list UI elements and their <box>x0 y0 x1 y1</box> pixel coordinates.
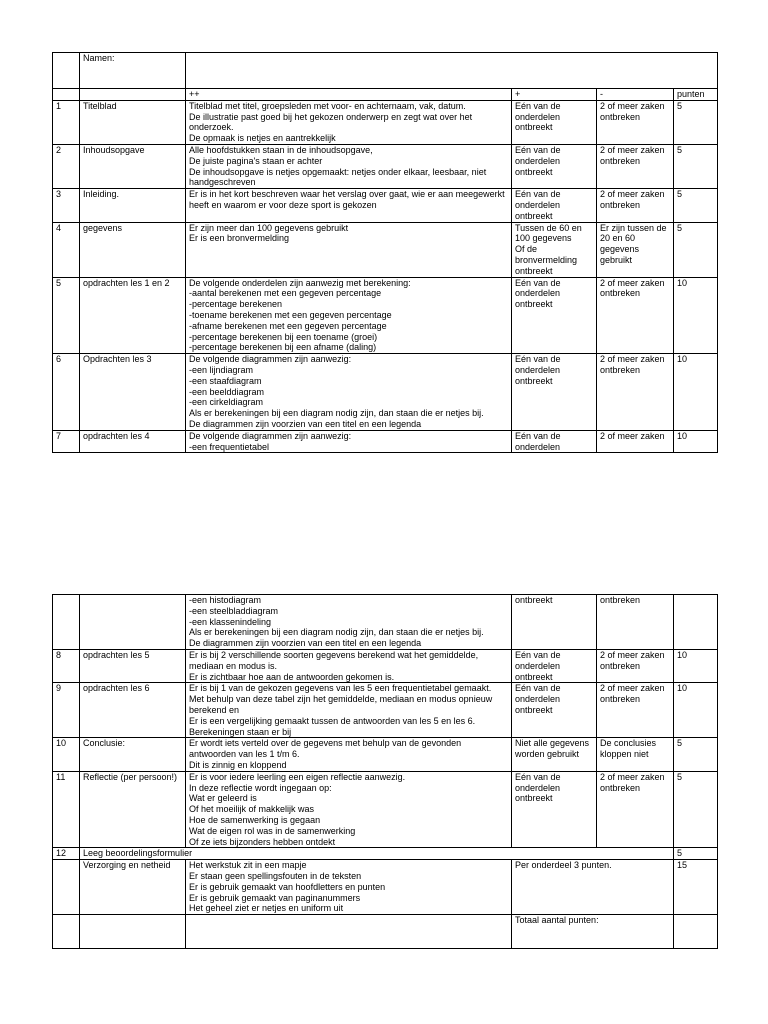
row-number: 4 <box>53 222 80 277</box>
row-minus: 2 of meer zaken ontbreken <box>597 771 674 848</box>
row-criteria: -een histodiagram -een steelbladdiagram -een klassenindeling Als er berekeningen bij een diagram nodig zijn, dan staan die er netjes bij. De diagrammen zijn voorzien van een titel en een legenda <box>186 595 512 650</box>
rubric-row-4 <box>53 277 718 354</box>
row-number: 3 <box>53 189 80 222</box>
row-label: opdrachten les 4 <box>80 430 186 453</box>
row-label: Reflectie (per persoon!) <box>80 771 186 848</box>
row-plus: Niet alle gegevens worden gebruikt <box>512 738 597 771</box>
rubric-table-part-2 <box>52 594 718 949</box>
row-minus: 2 of meer zaken ontbreken <box>597 100 674 144</box>
rubric-row-cont-4 <box>53 771 718 848</box>
header-minus: - <box>597 89 674 101</box>
row-minus: 2 of meer zaken ontbreken <box>597 354 674 431</box>
row-criteria: Het werkstuk zit in een mapje Er staan geen spellingsfouten in de teksten Er is gebruik gemaakt van hoofdletters en punten Er is gebruik gemaakt van paginanummers Het geheel ziet er netjes en uniform uit <box>186 860 512 915</box>
row-points: 5 <box>674 189 718 222</box>
row-verzorging <box>53 860 718 915</box>
row-points: 5 <box>674 848 718 860</box>
row-points: 10 <box>674 649 718 682</box>
row-number: 6 <box>53 354 80 431</box>
row-plus: Eén van de onderdelen ontbreekt <box>512 277 597 354</box>
total-points-label: Totaal aantal punten: <box>512 915 674 949</box>
row-criteria: Alle hoofdstukken staan in de inhoudsopgave, De juiste pagina's staan er achter De inhoudsopgave is netjes opgemaakt: netjes onder elkaar, leesbaar, niet handgeschreven <box>186 144 512 188</box>
row-label: Verzorging en netheid <box>80 860 186 915</box>
row-criteria: Er is voor iedere leerling een eigen reflectie aanwezig. In deze reflectie wordt ingegaan op: Wat er geleerd is Of het moeilijk of makkelijk was Hoe de samenwerking is gegaan Wat de eigen rol was in de samenwerking Of ze iets bijzonders hebben ontdekt <box>186 771 512 848</box>
row-plus: Eén van de onderdelen ontbreekt <box>512 100 597 144</box>
row-points: 10 <box>674 683 718 738</box>
row-label: opdrachten les 1 en 2 <box>80 277 186 354</box>
row-points: 10 <box>674 354 718 431</box>
row-number: 5 <box>53 277 80 354</box>
rubric-row-3 <box>53 222 718 277</box>
row-number: 10 <box>53 738 80 771</box>
rubric-row-cont-1 <box>53 649 718 682</box>
row-plus: Eén van de onderdelen ontbreekt <box>512 144 597 188</box>
row-minus: 2 of meer zaken ontbreken <box>597 683 674 738</box>
names-field <box>186 53 718 89</box>
row-plus: Eén van de onderdelen ontbreekt <box>512 189 597 222</box>
row-label: gegevens <box>80 222 186 277</box>
rubric-table-part-1 <box>52 52 718 453</box>
row-minus: 2 of meer zaken ontbreken <box>597 189 674 222</box>
total-points-value <box>674 915 718 949</box>
row-label: Inhoudsopgave <box>80 144 186 188</box>
row-label <box>80 915 186 949</box>
row-number: 2 <box>53 144 80 188</box>
row-number: 1 <box>53 100 80 144</box>
row-plus: Eén van de onderdelen ontbreekt <box>512 649 597 682</box>
row-total <box>53 915 718 949</box>
row-criteria: De volgende diagrammen zijn aanwezig: -een frequentietabel <box>186 430 512 453</box>
names-label: Namen: <box>80 53 186 89</box>
row-label: Conclusie: <box>80 738 186 771</box>
row-criteria: Er is in het kort beschreven waar het verslag over gaat, wie er aan meegewerkt heeft en waarom er voor deze sport is gekozen <box>186 189 512 222</box>
rubric-row-2 <box>53 189 718 222</box>
row-points: 5 <box>674 144 718 188</box>
row-label <box>80 595 186 650</box>
row-number: 11 <box>53 771 80 848</box>
row-number: 12 <box>53 848 80 860</box>
row-points: 15 <box>674 860 718 915</box>
row-criteria: Er wordt iets verteld over de gegevens met behulp van de gevonden antwoorden van les 1 t/m 6. Dit is zinnig en kloppend <box>186 738 512 771</box>
row-plus: Eén van de onderdelen ontbreekt <box>512 771 597 848</box>
row-minus: 2 of meer zaken ontbreken <box>597 144 674 188</box>
header-number <box>53 89 80 101</box>
row-points: 10 <box>674 430 718 453</box>
row-points: 5 <box>674 222 718 277</box>
row-criteria: Er is bij 2 verschillende soorten gegevens berekend wat het gemiddelde, mediaan en modus is. Er is zichtbaar hoe aan de antwoorden gekomen is. <box>186 649 512 682</box>
names-number-cell <box>53 53 80 89</box>
row-label: Leeg beoordelingsformulier <box>80 848 674 860</box>
header-plus-plus: ++ <box>186 89 512 101</box>
row-plus: Eén van de onderdelen ontbreekt <box>512 683 597 738</box>
row-label: opdrachten les 5 <box>80 649 186 682</box>
header-plus: + <box>512 89 597 101</box>
row-points: 5 <box>674 771 718 848</box>
row-label: opdrachten les 6 <box>80 683 186 738</box>
header-label <box>80 89 186 101</box>
row-minus: Er zijn tussen de 20 en 60 gegevens gebruikt <box>597 222 674 277</box>
row-criteria: Er is bij 1 van de gekozen gegevens van les 5 een frequentietabel gemaakt. Met behulp van deze tabel zijn het gemiddelde, mediaan en modus opnieuw berekend en Er is een vergelijking gemaakt tussen de antwoorden van les 5 en les 6. Berekeningen staan er bij <box>186 683 512 738</box>
row-plus: Eén van de onderdelen <box>512 430 597 453</box>
row-minus: 2 of meer zaken ontbreken <box>597 277 674 354</box>
row-label: Opdrachten les 3 <box>80 354 186 431</box>
row-points: 10 <box>674 277 718 354</box>
row-plus: ontbreekt <box>512 595 597 650</box>
row-12-empty-form <box>53 848 718 860</box>
names-row <box>53 53 718 89</box>
rubric-row-6 <box>53 430 718 453</box>
row-minus: ontbreken <box>597 595 674 650</box>
rubric-row-5 <box>53 354 718 431</box>
row-criteria: Er zijn meer dan 100 gegevens gebruikt Er is een bronvermelding <box>186 222 512 277</box>
header-row <box>53 89 718 101</box>
rubric-row-cont-0 <box>53 595 718 650</box>
row-criteria <box>186 915 512 949</box>
rubric-row-0 <box>53 100 718 144</box>
row-minus: De conclusies kloppen niet <box>597 738 674 771</box>
rubric-row-cont-2 <box>53 683 718 738</box>
row-points: 5 <box>674 100 718 144</box>
row-per-part-note: Per onderdeel 3 punten. <box>512 860 674 915</box>
row-label: Titelblad <box>80 100 186 144</box>
row-label: Inleiding. <box>80 189 186 222</box>
row-minus: 2 of meer zaken <box>597 430 674 453</box>
row-criteria: Titelblad met titel, groepsleden met voor- en achternaam, vak, datum. De illustratie past goed bij het gekozen onderwerp en zegt wat over het onderzoek. De opmaak is netjes en aantrekkelijk <box>186 100 512 144</box>
rubric-row-cont-3 <box>53 738 718 771</box>
row-points: 5 <box>674 738 718 771</box>
row-criteria: De volgende onderdelen zijn aanwezig met berekening: -aantal berekenen met een gegeven percentage -percentage berekenen -toename berekenen met een gegeven percentage -afname berekenen met een gegeven percentage -percentage berekenen bij een toename (groei) -percentage berekenen bij een afname (daling) <box>186 277 512 354</box>
row-number: 8 <box>53 649 80 682</box>
row-number: 9 <box>53 683 80 738</box>
row-plus: Eén van de onderdelen ontbreekt <box>512 354 597 431</box>
row-number <box>53 860 80 915</box>
row-number: 7 <box>53 430 80 453</box>
row-number <box>53 915 80 949</box>
row-minus: 2 of meer zaken ontbreken <box>597 649 674 682</box>
row-criteria: De volgende diagrammen zijn aanwezig: -een lijndiagram -een staafdiagram -een beelddiagram -een cirkeldiagram Als er berekeningen bij een diagram nodig zijn, dan staan die er netjes bij. De diagrammen zijn voorzien van een titel en een legenda <box>186 354 512 431</box>
row-plus: Tussen de 60 en 100 gegevens Of de bronvermelding ontbreekt <box>512 222 597 277</box>
rubric-row-1 <box>53 144 718 188</box>
row-points <box>674 595 718 650</box>
row-number <box>53 595 80 650</box>
header-points: punten <box>674 89 718 101</box>
